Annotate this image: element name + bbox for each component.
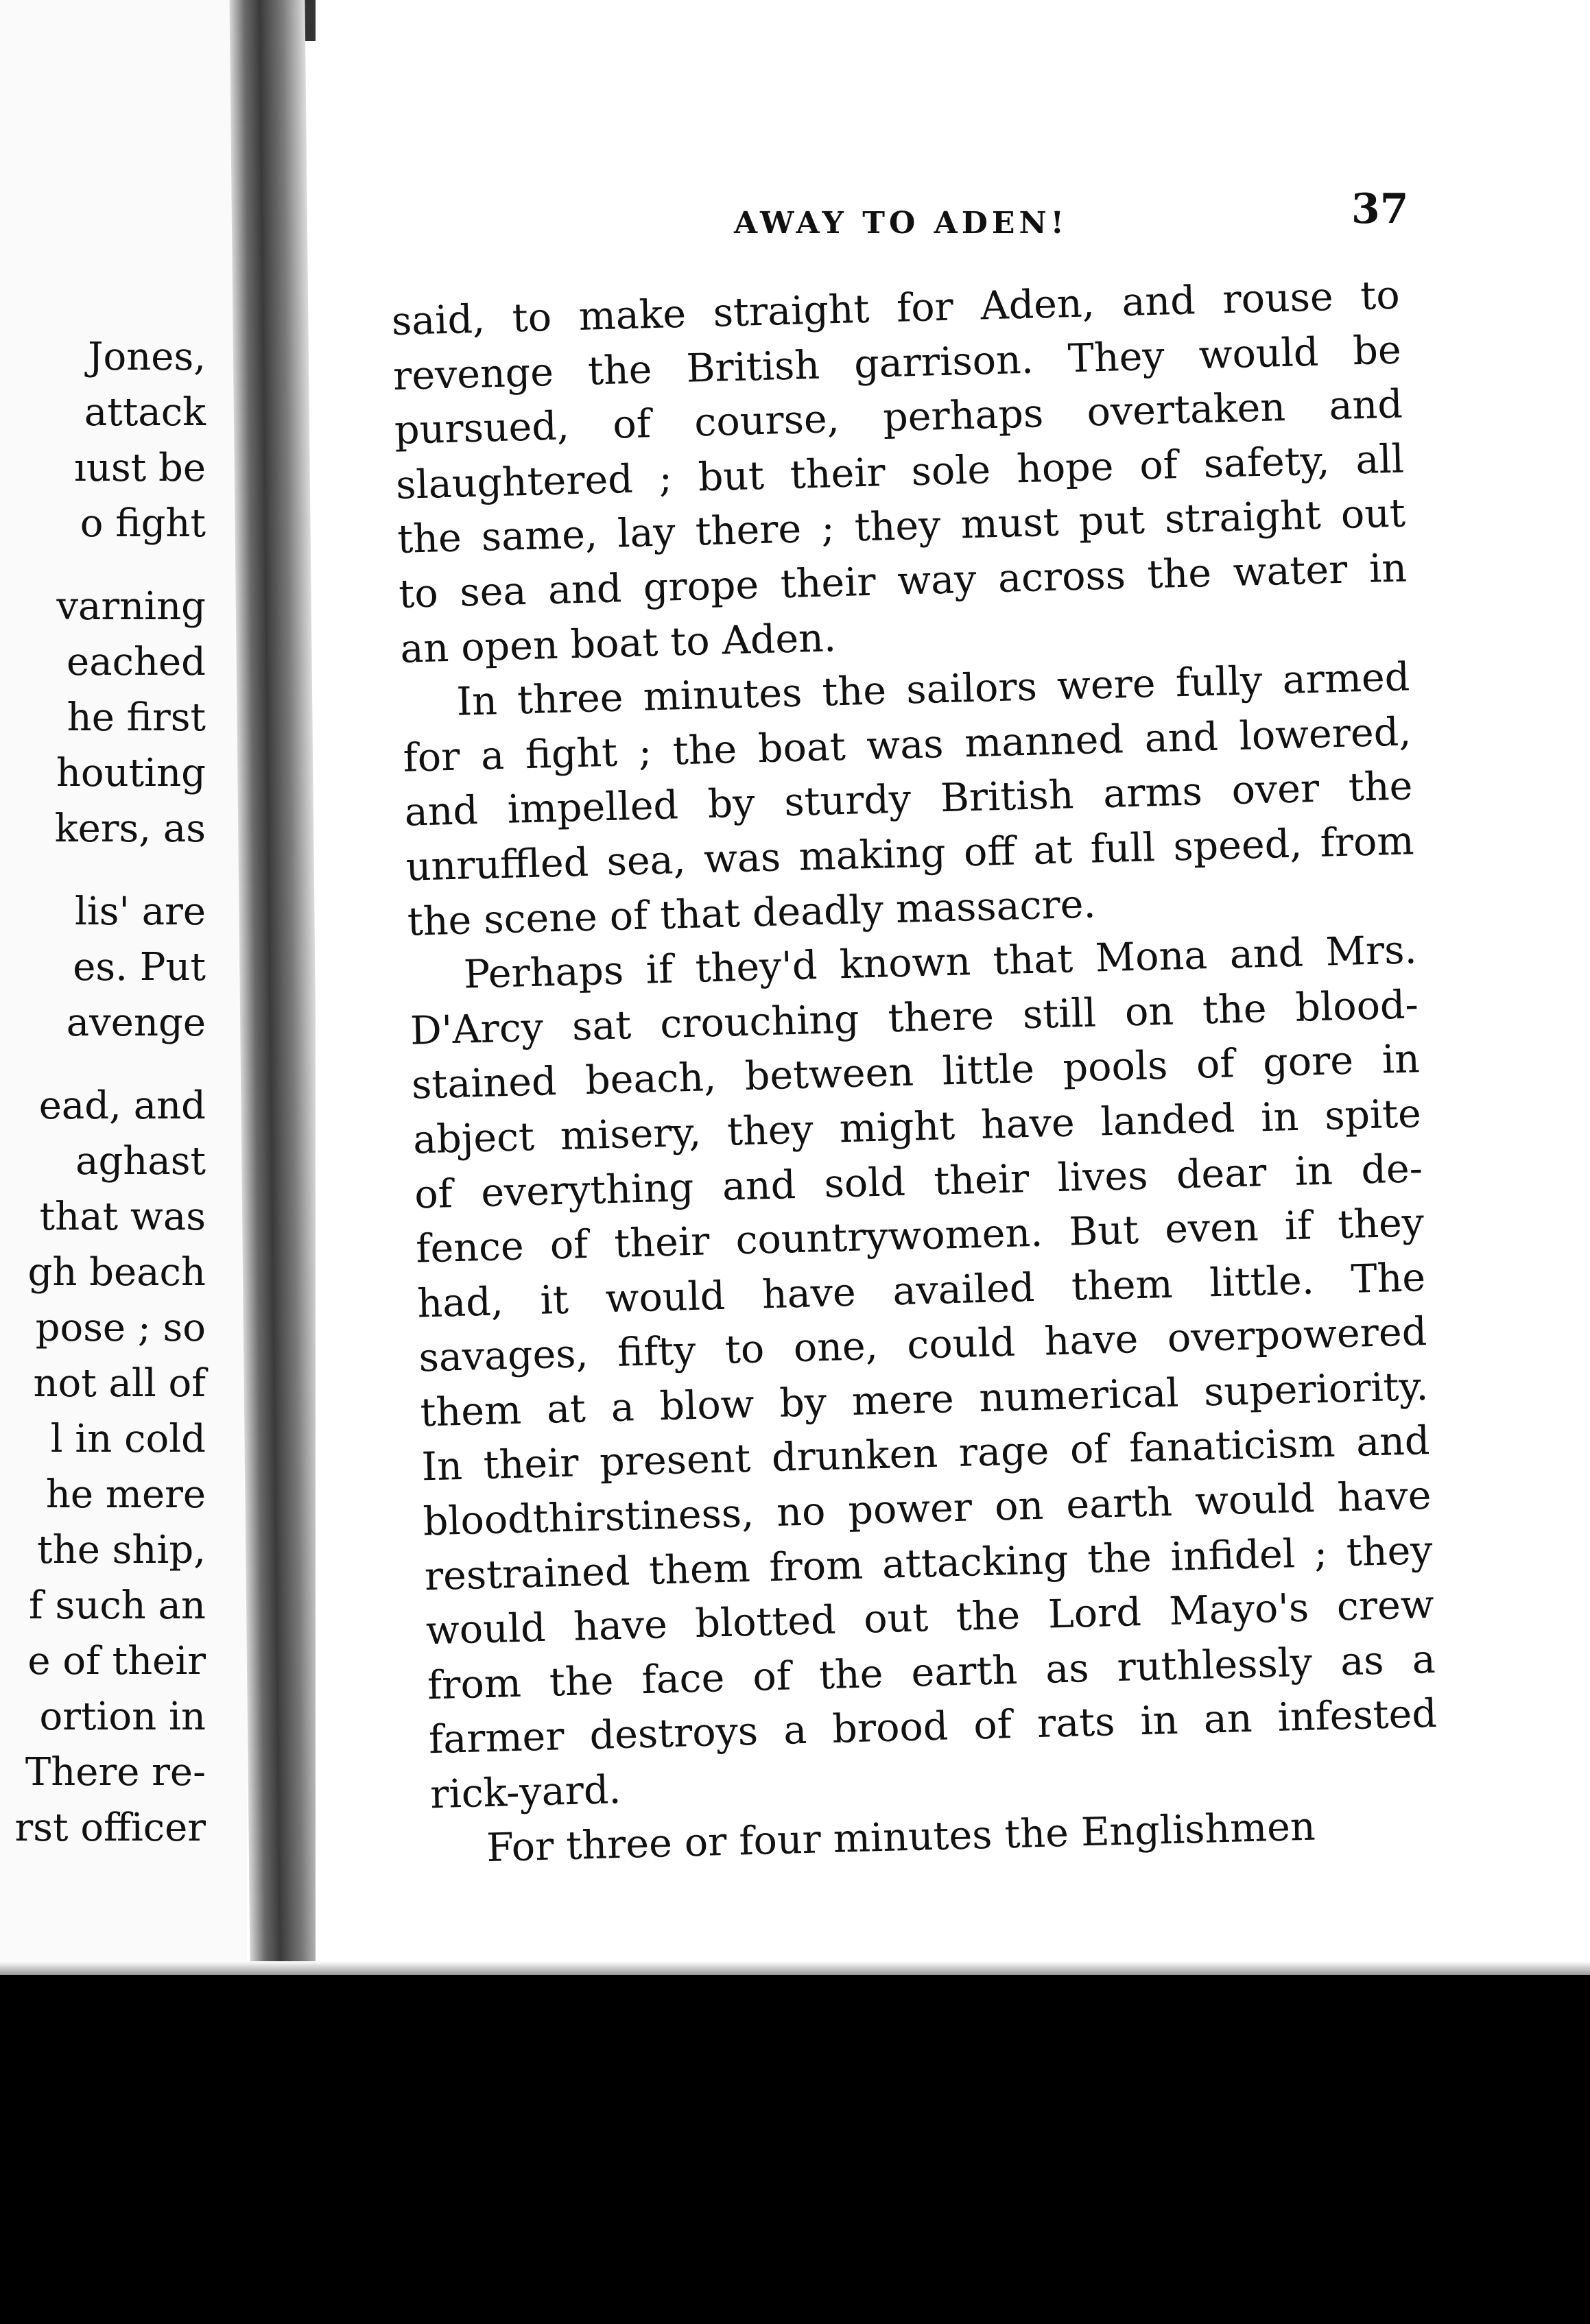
text-line: had, it would have availed them little. The (416, 1254, 1426, 1327)
text-line: pursued, of course, perhaps overtaken and (394, 381, 1403, 454)
page-right (316, 0, 1590, 1975)
facing-page-line: ead, and (38, 1083, 206, 1128)
text-line: and impelled by sturdy British arms over the (403, 763, 1414, 836)
facing-page-text (0, 329, 206, 1856)
paragraph (408, 923, 1439, 1823)
facing-page-line: not all of (33, 1361, 206, 1406)
text-line: farmer destroys a brood of rats in an infested (428, 1691, 1438, 1763)
paragraph-gap (0, 856, 206, 884)
text-line: In their present drunken rage of fanaticism and (420, 1418, 1431, 1490)
text-line: D'Arcy sat crouching there still on the blood- (410, 981, 1419, 1054)
facing-page-line: Jones, (88, 335, 206, 379)
facing-page-line: e of their (27, 1639, 206, 1684)
text-line: of everything and sold their lives dear in de- (414, 1145, 1423, 1218)
text-line: For three or four minutes the Englishmen (486, 1804, 1316, 1871)
text-line: fence of their countrywomen. But even if they (415, 1200, 1425, 1272)
facing-page-line: varning (56, 584, 206, 629)
facing-page-line: rst officer (14, 1806, 206, 1850)
running-head: AWAY TO ADEN! (734, 206, 1068, 241)
text-line: restrained them from attacking the infidel ; they (424, 1527, 1434, 1600)
paragraph-gap (0, 1051, 206, 1078)
text-line: an open boat to Aden. (399, 614, 837, 672)
text-line: for a fight ; the boat was manned and lowered, (402, 709, 1412, 781)
text-line: slaughtered ; but their sole hope of safety, all (395, 436, 1405, 508)
facing-page-line: the ship, (37, 1528, 206, 1572)
facing-page-line: ortion in (39, 1694, 206, 1739)
text-line: the scene of that deadly massacre. (407, 881, 1097, 945)
facing-page-line: o fight (80, 501, 206, 546)
body-text (391, 269, 1440, 1878)
text-line: bloodthirstiness, no power on earth would have (422, 1472, 1432, 1545)
text-line: rick-yard. (429, 1767, 622, 1818)
facing-page-line: attack (84, 390, 206, 435)
text-line: said, to make straight for Aden, and rouse to (391, 272, 1401, 344)
text-line: In three minutes the sailors were fully armed (455, 654, 1410, 725)
paragraph-gap (0, 551, 206, 579)
facing-page-line: kers, as (54, 806, 206, 851)
facing-page-line: he first (67, 695, 206, 740)
facing-page-left (0, 0, 247, 1989)
facing-page-line: that was (39, 1195, 206, 1239)
text-line: stained beach, between little pools of gore in (411, 1036, 1421, 1108)
text-line: unruffled sea, was making off at full speed, from (405, 818, 1415, 890)
text-line: to sea and grope their way across the water in (398, 545, 1408, 617)
paragraph (391, 269, 1409, 677)
facing-page-line: l in cold (50, 1417, 206, 1461)
facing-page-line: es. Put (73, 945, 206, 990)
facing-page-line: he mere (45, 1472, 206, 1517)
facing-page-line: houting (56, 751, 206, 795)
text-line: from the face of the earth as ruthlessly as a (427, 1636, 1436, 1709)
text-line: the same, lay there ; they must put straight out (396, 490, 1406, 563)
text-line: Perhaps if they'd known that Mona and Mrs. (463, 927, 1418, 998)
text-line: savages, fifty to one, could have overpowered (418, 1309, 1427, 1381)
facing-page-line: avenge (66, 1001, 206, 1045)
text-line: revenge the British garrison. They would be (392, 327, 1402, 399)
facing-page-line: pose ; so (35, 1306, 206, 1350)
paragraph (401, 650, 1416, 949)
facing-page-line: f such an (28, 1583, 206, 1628)
facing-page-line: ıust be (73, 446, 206, 490)
text-line: abject misery, they might have landed in spite (412, 1091, 1422, 1163)
scanner-background (0, 1975, 1590, 2324)
text-line: would have blotted out the Lord Mayo's crew (425, 1582, 1435, 1654)
facing-page-line: There re- (25, 1750, 206, 1795)
text-line: them at a blow by mere numerical superiority. (419, 1363, 1429, 1436)
facing-page-line: gh beach (27, 1250, 206, 1295)
facing-page-line: aghast (75, 1139, 206, 1184)
facing-page-line: lis' are (74, 889, 206, 934)
page-number: 37 (1351, 185, 1409, 233)
facing-page-line: eached (67, 640, 206, 684)
